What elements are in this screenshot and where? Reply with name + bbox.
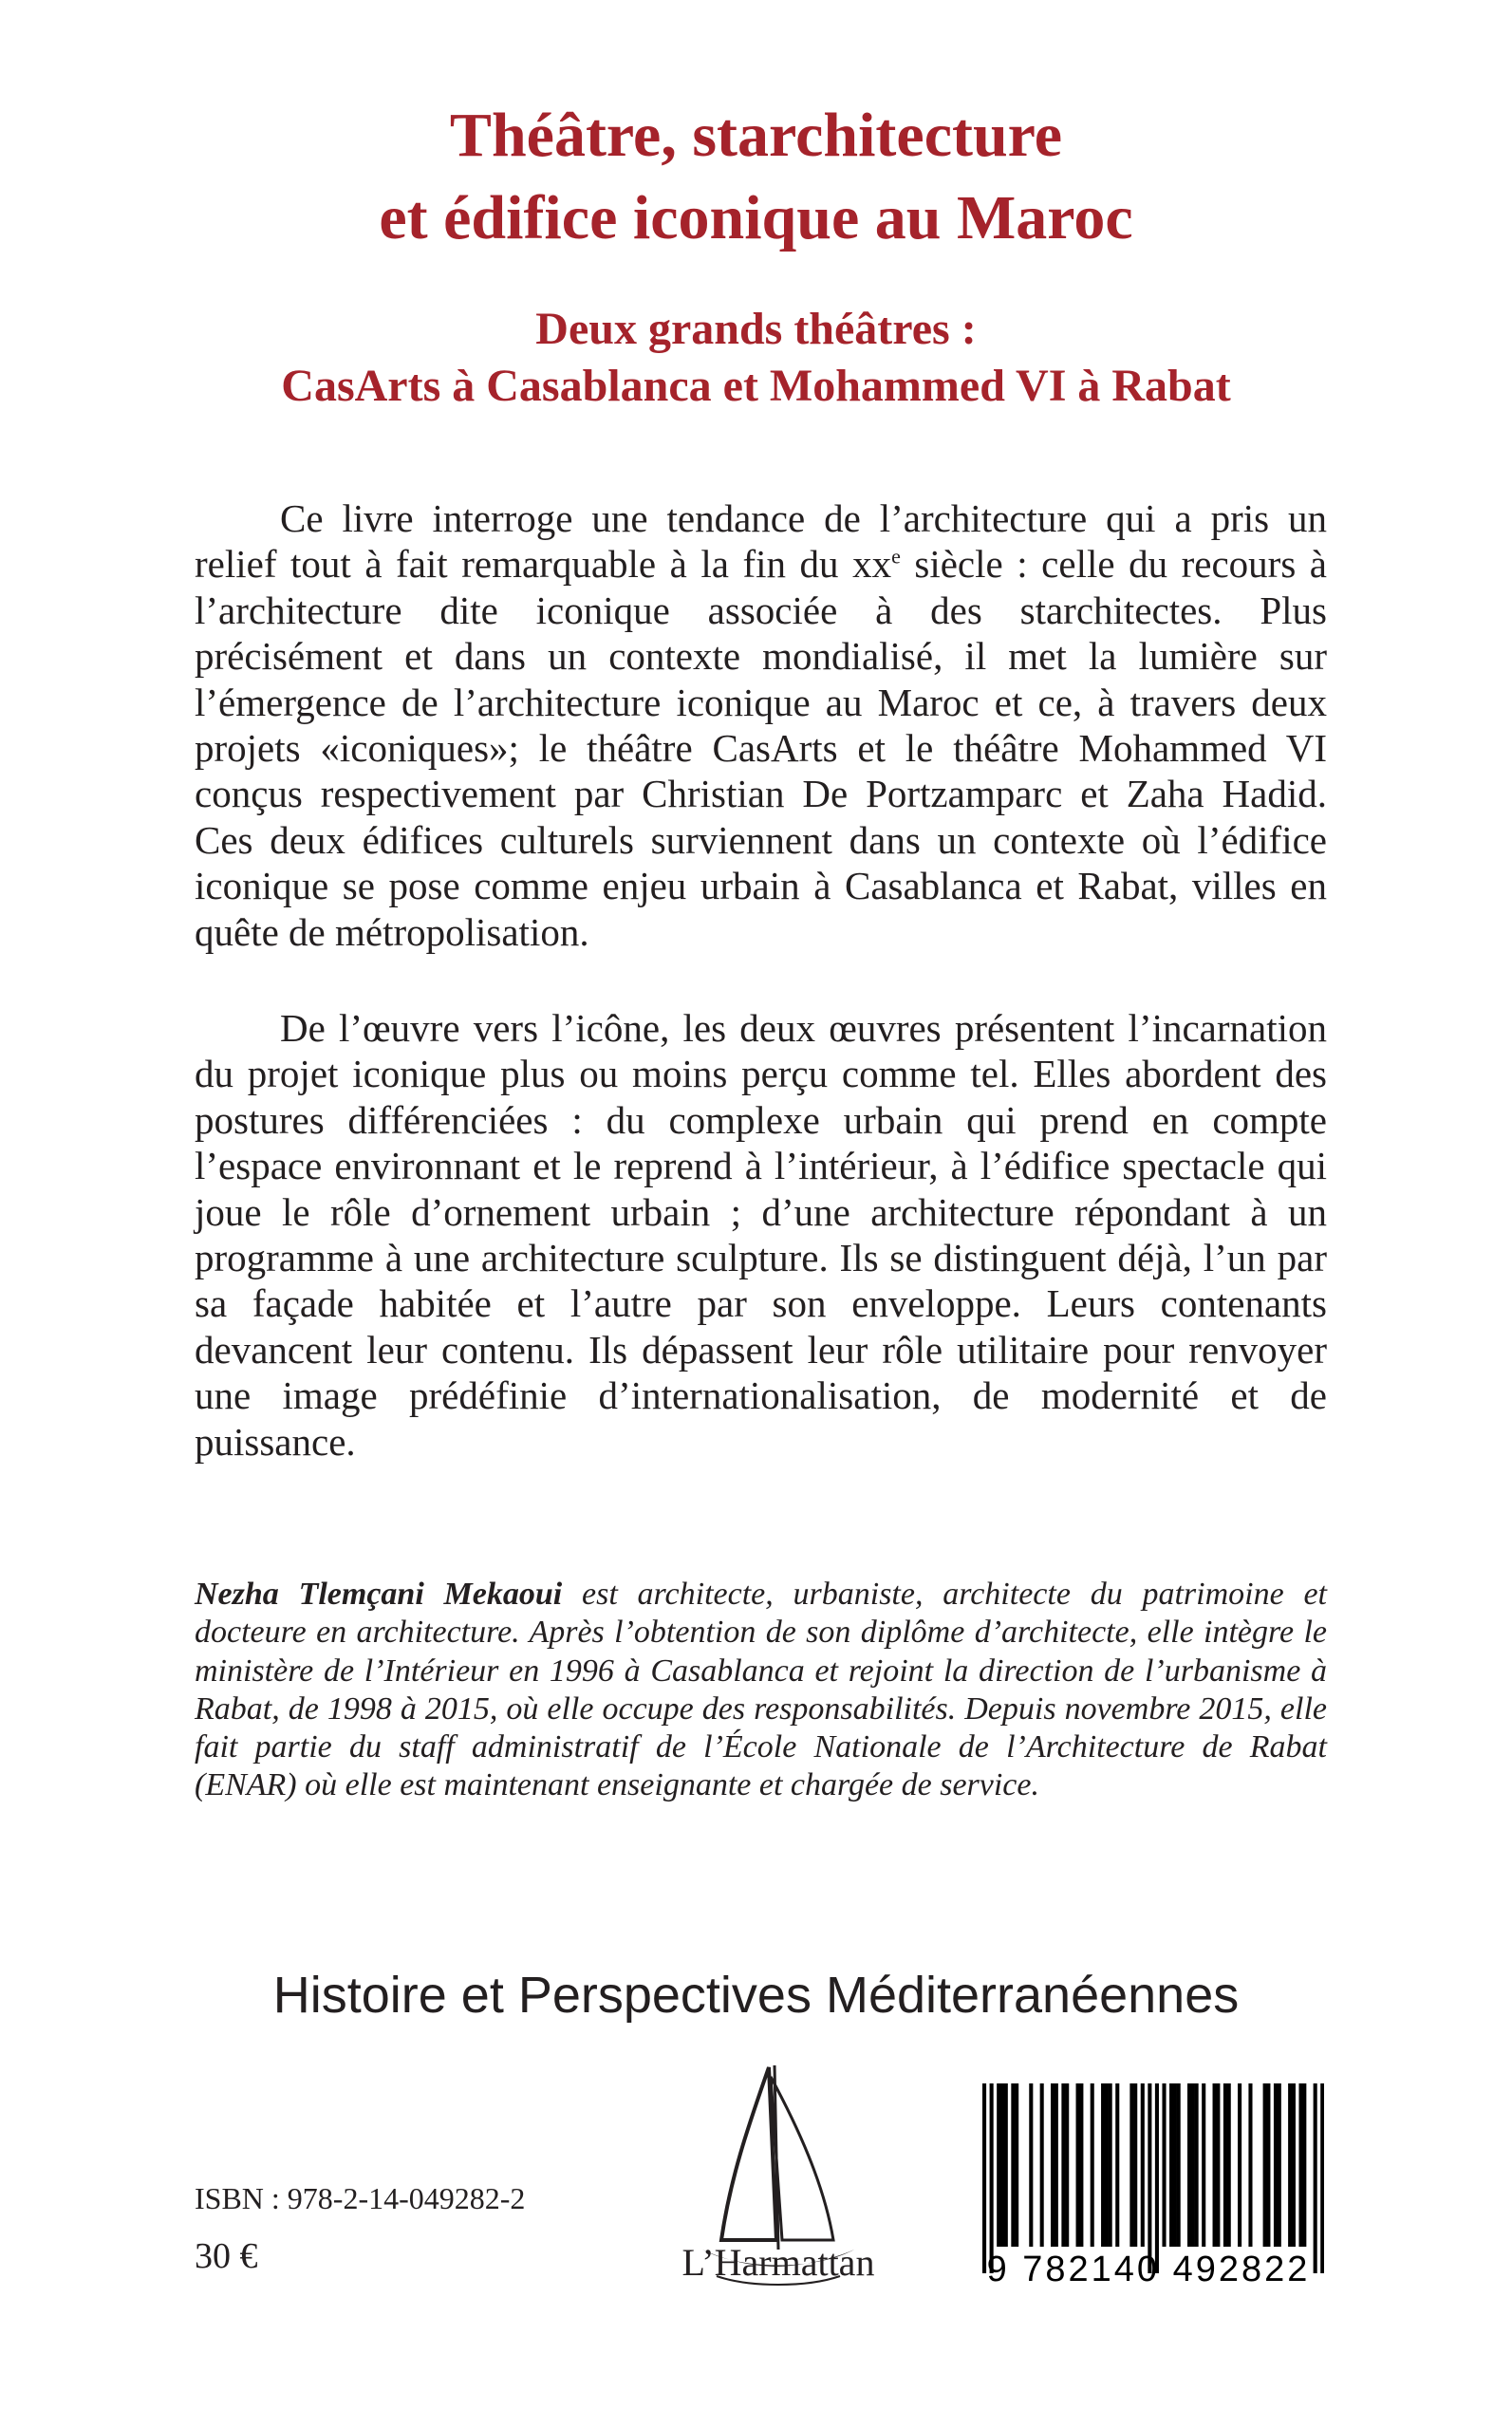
barcode-bar bbox=[1133, 2083, 1137, 2247]
barcode-bar bbox=[1155, 2083, 1159, 2273]
barcode-bar bbox=[1274, 2083, 1278, 2247]
series-name: Histoire et Perspectives Méditerranéennes bbox=[272, 1967, 1240, 2024]
sailboat-icon bbox=[664, 2060, 892, 2363]
barcode-bar bbox=[1040, 2083, 1044, 2247]
barcode-bar bbox=[1195, 2083, 1199, 2247]
book-title-line2: et édifice iconique au Maroc bbox=[379, 183, 1133, 252]
barcode-bar bbox=[1061, 2083, 1065, 2247]
summary-paragraph-2 bbox=[195, 1005, 1327, 1465]
barcode-bar bbox=[1091, 2083, 1094, 2247]
barcode-bar bbox=[1055, 2083, 1058, 2247]
barcode-bar bbox=[997, 2083, 1000, 2247]
barcode-bar bbox=[1101, 2083, 1105, 2247]
barcode-bar bbox=[1105, 2083, 1109, 2247]
barcode-bar bbox=[990, 2083, 994, 2273]
barcode-digits: 9 782140 492822 bbox=[986, 2250, 1311, 2289]
barcode-bar bbox=[1004, 2083, 1008, 2247]
barcode-bar bbox=[1079, 2083, 1083, 2247]
publisher-name: L’Harmattan bbox=[681, 2241, 875, 2284]
barcode-bar bbox=[1162, 2083, 1166, 2247]
barcode-bar bbox=[1314, 2083, 1317, 2273]
barcode-bar bbox=[1187, 2083, 1191, 2247]
barcode-bar bbox=[1148, 2083, 1151, 2273]
century-superscript: e bbox=[891, 544, 901, 569]
barcode-bar bbox=[1288, 2083, 1292, 2247]
barcode-bar bbox=[1238, 2083, 1241, 2247]
barcode-bar bbox=[1320, 2083, 1324, 2273]
barcode-bar bbox=[1191, 2083, 1195, 2247]
barcode-bar bbox=[1029, 2083, 1033, 2247]
summary-paragraph-1 bbox=[195, 495, 1327, 955]
barcode-bar bbox=[1298, 2083, 1302, 2247]
author-bio bbox=[195, 1576, 1327, 1805]
barcode-bar bbox=[1169, 2083, 1173, 2247]
barcode-bar bbox=[1202, 2083, 1205, 2247]
summary-p2-text: De l’œuvre vers l’icône, les deux œuvres présentent l’incarnation du projet iconique plus ou moins perçu comme tel. Elles abordent des postures différenciées : du complexe urbain qui prend en compte l’espace environnant et le reprend à l’intérieur, à l’édifice spectacle qui joue le rôle d’ornement urbain ; d’une architecture répondant à un programme à une architecture sculpture. Ils se distinguent déjà, l’un par sa façade habitée et l’autre par son enveloppe. Leurs contenants devancent leur contenu. Ils dépassent leur rôle utilitaire pour renvoyer une image prédéfinie d’internationalisation, de modernité et de puissance. bbox=[195, 1006, 1327, 1464]
barcode-bar bbox=[982, 2083, 986, 2273]
barcode-bar bbox=[1302, 2083, 1306, 2247]
barcode-bar bbox=[1051, 2083, 1055, 2247]
barcode-bar bbox=[1227, 2083, 1231, 2247]
subtitle-line2: CasArts à Casablanca et Mohammed VI à Rabat bbox=[281, 361, 1231, 411]
barcode-bar bbox=[1015, 2083, 1018, 2247]
summary-p1-start: Ce livre interroge une tendance de l’architecture qui a pris un relief tout à fait remarquable à la fin du xx bbox=[195, 496, 1327, 587]
barcode-bar bbox=[1216, 2083, 1220, 2247]
barcode-bar bbox=[1129, 2083, 1133, 2247]
barcode-bar bbox=[1248, 2083, 1252, 2247]
barcode-bar bbox=[1141, 2083, 1145, 2247]
barcode-bar bbox=[1292, 2083, 1296, 2247]
summary-p1-rest: siècle : celle du recours à l’architecture dite iconique associée à des starchitectes. Plus précisément et dans un contexte mondialisé, il met la lumière sur l’émergence de l’architecture iconique au Maroc et ce, à travers deux projets «iconiques»; le théâtre CasArts et le théâtre Mohammed VI conçus respectivement par Christian De Portzamparc et Zaha Hadid. Ces deux édifices culturels surviennent dans un contexte où l’édifice iconique se pose comme enjeu urbain à Casablanca et Rabat, villes en quête de métropolisation. bbox=[195, 542, 1327, 954]
barcode-bar bbox=[1223, 2083, 1227, 2247]
barcode-bar bbox=[1076, 2083, 1080, 2247]
book-title-line1: Théâtre, starchitecture bbox=[449, 101, 1063, 170]
barcode-bar bbox=[1000, 2083, 1004, 2247]
author-bio-text: est architecte, urbaniste, architecte du patrimoine et docteure en architecture. Après l’obtention de son diplôme d’architecte, elle intègre le ministère de l’Intérieur en 1996 à Casablanca et rejoint la direction de l’urbanisme à Rabat, de 1998 à 2015, où elle occupe des responsabilités. Depuis novembre 2015, elle fait partie du staff administratif de l’École Nationale de l’Architecture de Rabat (ENAR) où elle est maintenant enseignante et chargée de service. bbox=[195, 1577, 1328, 1803]
barcode-bar bbox=[1278, 2083, 1281, 2247]
subtitle-line1: Deux grands théâtres : bbox=[535, 304, 977, 354]
barcode-bar bbox=[1177, 2083, 1181, 2247]
price: 30 € bbox=[195, 2236, 258, 2276]
isbn: ISBN : 978-2-14-049282-2 bbox=[195, 2181, 526, 2215]
barcode-bar bbox=[1065, 2083, 1069, 2247]
barcode-bar bbox=[1266, 2083, 1270, 2247]
barcode-bar bbox=[1263, 2083, 1267, 2247]
author-name: Nezha Tlemçani Mekaoui bbox=[195, 1577, 563, 1612]
barcode-bar bbox=[1011, 2083, 1015, 2247]
barcode-bar bbox=[1213, 2083, 1217, 2247]
barcode-bar bbox=[1115, 2083, 1119, 2247]
barcode-bar bbox=[1173, 2083, 1177, 2247]
barcode-bar bbox=[1109, 2083, 1112, 2247]
